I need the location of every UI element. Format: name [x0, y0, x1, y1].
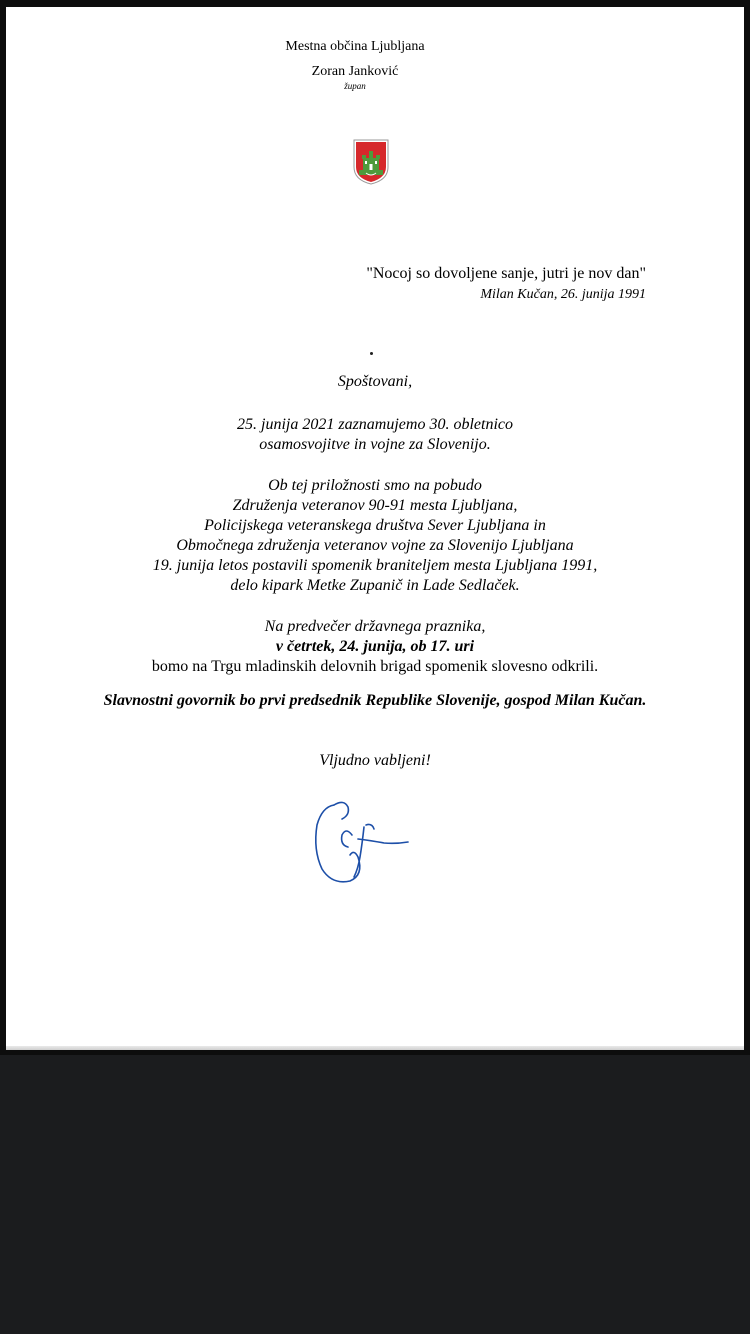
mayor-name: Zoran Janković [311, 64, 399, 79]
greeting [6, 372, 744, 392]
paragraph-event [6, 617, 744, 677]
greeting-text: Spoštovani, [337, 373, 413, 390]
text-line: delo kipark Metke Zupanič in Lade Sedlaček. [230, 577, 520, 594]
text-line: osamosvojitve in vojne za Slovenijo. [259, 436, 491, 453]
closing [6, 751, 744, 771]
paragraph-speaker [6, 691, 744, 711]
text-line: Ob tej priložnosti smo na pobudo [268, 477, 482, 494]
quote-block [366, 264, 646, 304]
speaker-line: Slavnostni govornik bo prvi predsednik Republike Slovenije, gospod Milan Kučan. [103, 692, 647, 709]
text-line: Policijskega veteranskega društva Sever Ljubljana in [204, 517, 546, 534]
mayor-title: župan [344, 81, 366, 91]
closing-text: Vljudno vabljeni! [319, 752, 431, 769]
page-edge [6, 1046, 744, 1050]
quote-attribution: Milan Kučan, 26. junija 1991 [480, 287, 646, 302]
text-line: bomo na Trgu mladinskih delovnih brigad spomenik slovesno odkrili. [151, 658, 599, 675]
letterhead [230, 38, 480, 91]
organization-name: Mestna občina Ljubljana [285, 39, 425, 54]
text-line: Združenja veteranov 90-91 mesta Ljubljana, [232, 497, 518, 514]
paragraph-anniversary [6, 415, 744, 455]
text-line: Na predvečer državnega praznika, [264, 618, 486, 635]
text-line: 25. junija 2021 zaznamujemo 30. obletnico [237, 416, 513, 433]
text-line: 19. junija letos postavili spomenik braniteljem mesta Ljubljana 1991, [152, 557, 598, 574]
text-line: Območnega združenja veteranov vojne za Slovenijo Ljubljana [176, 537, 574, 554]
ljubljana-coat-of-arms-icon [353, 139, 389, 185]
event-date-line: v četrtek, 24. junija, ob 17. uri [275, 638, 475, 655]
paragraph-monument [6, 476, 744, 596]
quote-text: "Nocoj so dovoljene sanje, jutri je nov dan" [366, 265, 646, 282]
signature-icon [312, 795, 412, 887]
separator-dot [370, 352, 373, 355]
